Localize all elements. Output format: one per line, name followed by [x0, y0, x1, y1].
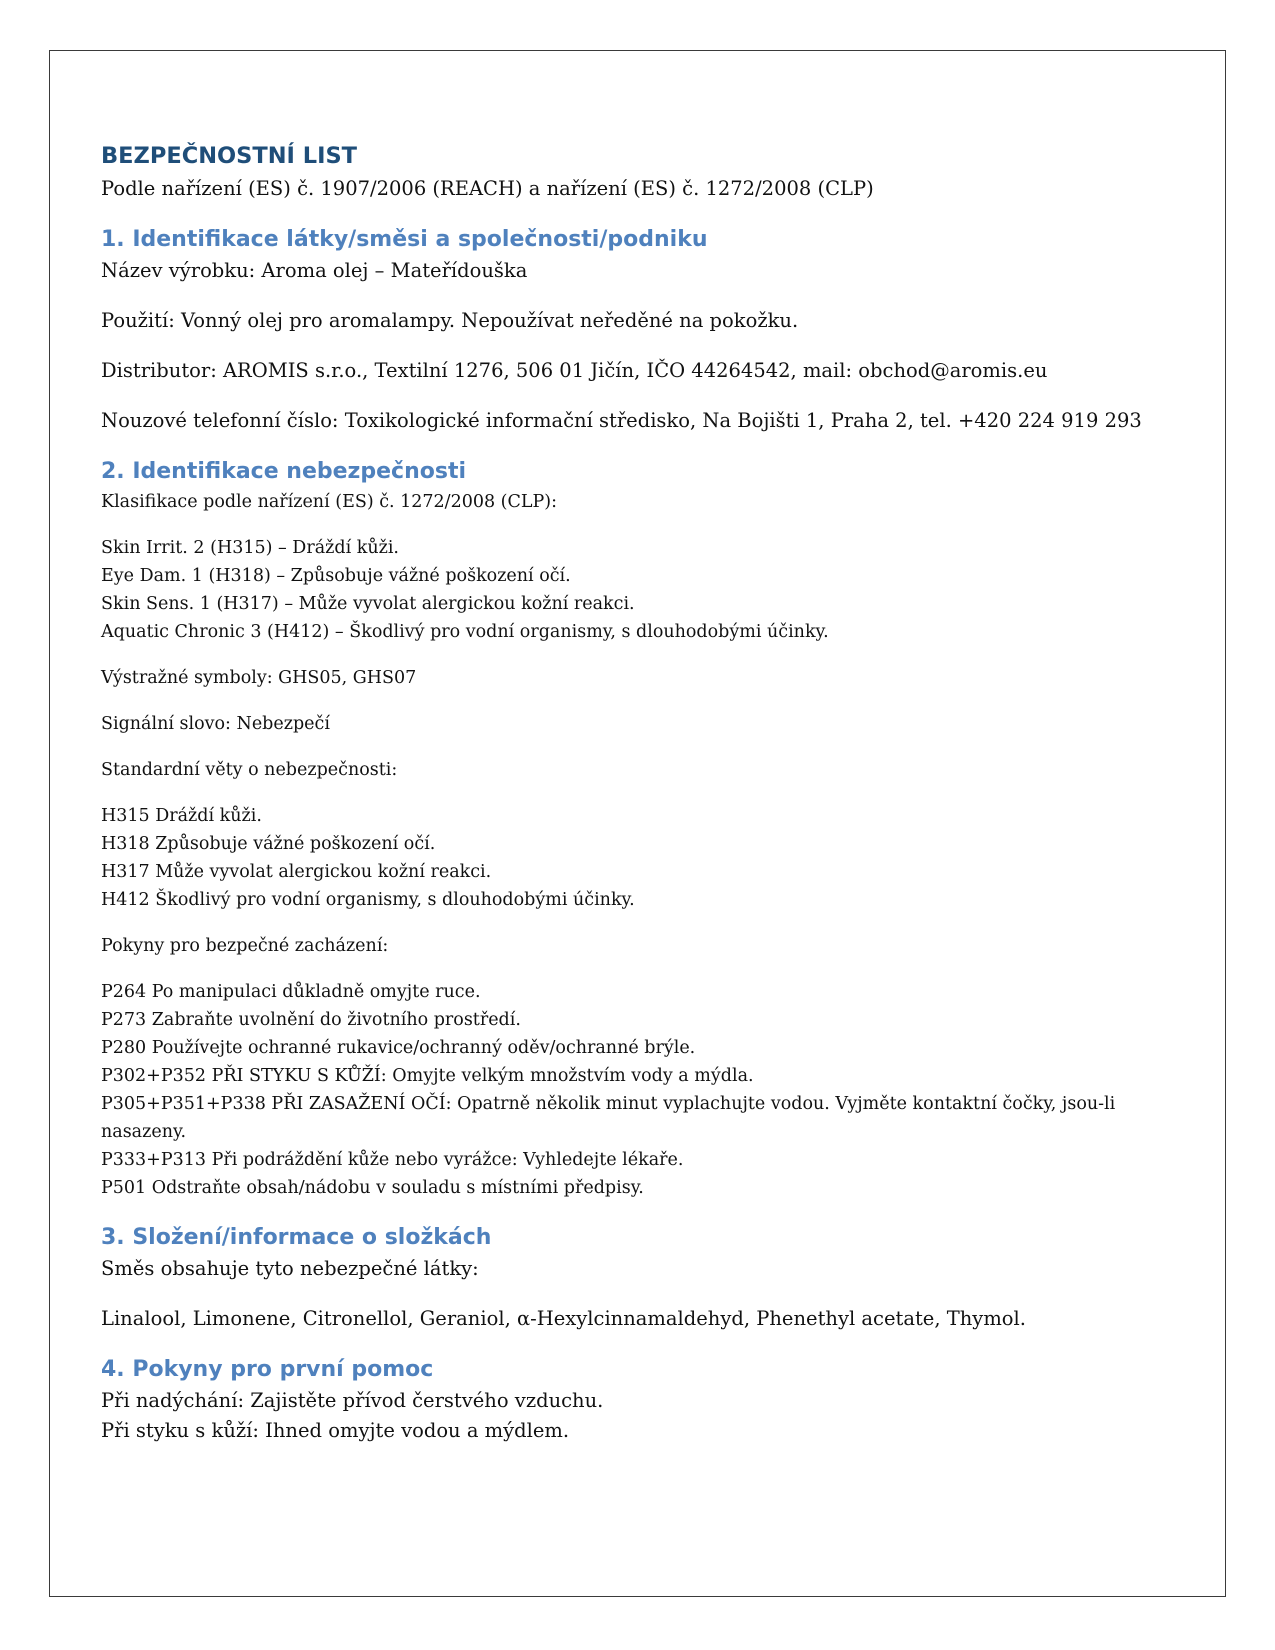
product-use: Použití: Vonný olej pro aromalampy. Nepoužívat neředěné na pokožku.	[101, 309, 799, 332]
hazard-statement: H318 Způsobuje vážné poškození očí.	[101, 834, 436, 854]
hazard-statements	[101, 802, 1181, 914]
section-4-heading: 4. Pokyny pro první pomoc	[101, 1357, 434, 1382]
precaution-statement: P273 Zabraňte uvolnění do životního prostředí.	[101, 1010, 521, 1030]
first-aid-inhalation: Při nadýchání: Zajistěte přívod čerstvého vzduchu.	[101, 1389, 604, 1412]
emergency-phone: Nouzové telefonní číslo: Toxikologické informační středisko, Na Bojišti 1, Praha 2, tel. +420 224 919 293	[101, 409, 1142, 432]
precaution-intro: Pokyny pro bezpečné zacházení:	[101, 936, 389, 956]
document-body	[101, 140, 1181, 1446]
hazard-statement: H317 Může vyvolat alergickou kožní reakci.	[101, 862, 492, 882]
precaution-statements	[101, 978, 1181, 1202]
composition-intro: Směs obsahuje tyto nebezpečné látky:	[101, 1257, 479, 1280]
classification-item: Eye Dam. 1 (H318) – Způsobuje vážné poškození očí.	[101, 566, 571, 586]
precaution-statement: P501 Odstraňte obsah/nádobu v souladu s místními předpisy.	[101, 1178, 644, 1198]
classification-list	[101, 534, 1181, 646]
precaution-statement: P305+P351+P338 PŘI ZASAŽENÍ OČÍ: Opatrně několik minut vyplachujte vodou. Vyjměte kontaktní čočky, jsou-li nasazeny.	[101, 1094, 1116, 1142]
product-name: Název výrobku: Aroma olej – Mateřídouška	[101, 259, 528, 282]
classification-item: Skin Sens. 1 (H317) – Může vyvolat alergickou kožní reakci.	[101, 594, 635, 614]
document-title: BEZPEČNOSTNÍ LIST	[101, 143, 358, 169]
precaution-statement: P264 Po manipulaci důkladně omyjte ruce.	[101, 982, 481, 1002]
hazard-intro: Standardní věty o nebezpečnosti:	[101, 760, 398, 780]
precaution-statement: P302+P352 PŘI STYKU S KŮŽÍ: Omyjte velkým množstvím vody a mýdla.	[101, 1066, 754, 1086]
hazard-statement: H315 Dráždí kůži.	[101, 806, 262, 826]
section-1-heading: 1. Identifikace látky/směsi a společnosti/podniku	[101, 227, 708, 252]
section-3-heading: 3. Složení/informace o složkách	[101, 1225, 492, 1250]
hazard-symbols: Výstražné symboly: GHS05, GHS07	[101, 668, 417, 688]
document-subtitle: Podle nařízení (ES) č. 1907/2006 (REACH) a nařízení (ES) č. 1272/2008 (CLP)	[101, 177, 874, 200]
classification-intro: Klasifikace podle nařízení (ES) č. 1272/2008 (CLP):	[101, 492, 558, 512]
substances-list: Linalool, Limonene, Citronellol, Geraniol, α-Hexylcinnamaldehyd, Phenethyl acetate, Thymol.	[101, 1307, 1026, 1330]
precaution-statement: P333+P313 Při podráždění kůže nebo vyrážce: Vyhledejte lékaře.	[101, 1150, 684, 1170]
first-aid-skin: Při styku s kůží: Ihned omyjte vodou a mýdlem.	[101, 1419, 570, 1442]
hazard-statement: H412 Škodlivý pro vodní organismy, s dlouhodobými účinky.	[101, 890, 635, 910]
distributor: Distributor: AROMIS s.r.o., Textilní 1276, 506 01 Jičín, IČO 44264542, mail: obchod@aromis.eu	[101, 359, 1048, 382]
classification-item: Skin Irrit. 2 (H315) – Dráždí kůži.	[101, 538, 399, 558]
section-2-heading: 2. Identifikace nebezpečnosti	[101, 459, 466, 484]
precaution-statement: P280 Používejte ochranné rukavice/ochranný oděv/ochranné brýle.	[101, 1038, 696, 1058]
classification-item: Aquatic Chronic 3 (H412) – Škodlivý pro vodní organismy, s dlouhodobými účinky.	[101, 622, 829, 642]
signal-word: Signální slovo: Nebezpečí	[101, 714, 330, 734]
